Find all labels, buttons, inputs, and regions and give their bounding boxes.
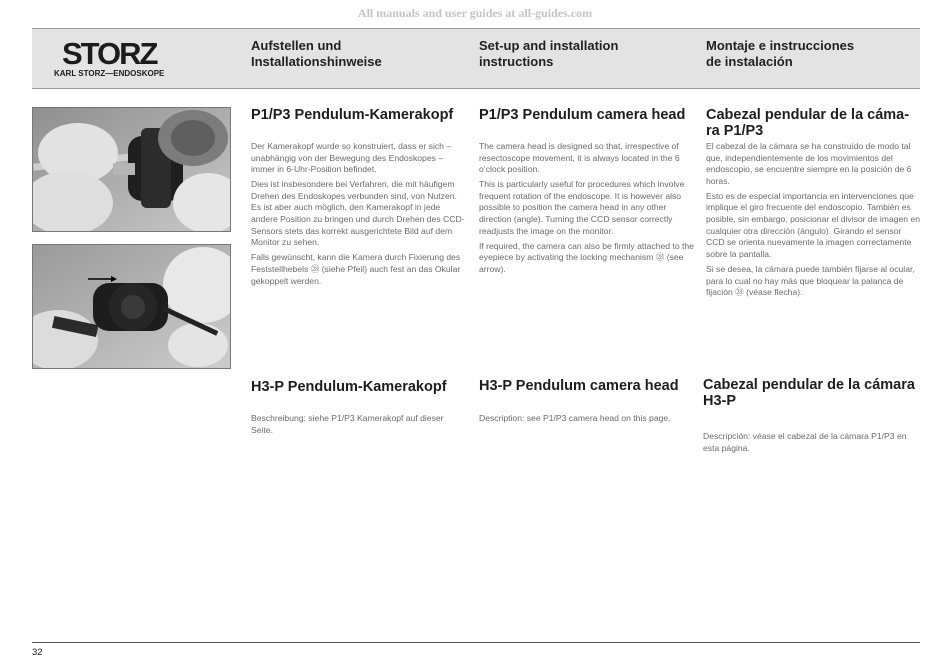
body-paragraph: Descripción: véase el cabezal de la cámara P1/P3 en esta página. xyxy=(703,431,907,453)
section1-title-de: P1/P3 Pendulum-Kamerakopf xyxy=(251,107,454,123)
header-es-line1: Montaje e instrucciones xyxy=(706,38,855,53)
body-paragraph: The camera head is designed so that, irrespective of resectoscope movement, it is always located in the 6 o’clock position. xyxy=(479,141,680,175)
section1-title-es-line1: Cabezal pendular de la cáma- xyxy=(706,107,910,123)
storz-logo xyxy=(54,38,182,82)
section2-title-de: H3-P Pendulum-Kamerakopf xyxy=(251,379,447,395)
body-paragraph: Falls gewünscht, kann die Kamera durch Fixierung des Feststellhebels ㉘ (siehe Pfeil) auch fest an das Okular gekoppelt werden. xyxy=(251,252,461,286)
body-paragraph: This is particularly useful for procedures which involve frequent rotation of the endoscope. It is however also possible to position the camera head in any other direction (angle). Turning the CCD sensor correctly readjusts the image on the monitor. xyxy=(479,179,685,236)
header-title-en xyxy=(479,38,618,70)
body-paragraph: Esto es de especial importancia en intervenciones que implique el giro frecuente del endoscopio. También es posible, sin embargo, posicionar el divisor de imagen en cualquier otra dirección (ángulo). Girando el sensor CCD se orienta nuevamente la imagen correctamente sobre la pantalla. xyxy=(706,190,921,259)
logo-brand: STORZ xyxy=(62,36,157,71)
camera-head-photo-illustration xyxy=(33,108,230,231)
body-paragraph: Description: see P1/P3 camera head on this page. xyxy=(479,413,671,423)
header-de-line1: Aufstellen und xyxy=(251,38,342,53)
header-en-line1: Set-up and installation xyxy=(479,38,619,53)
section2-title-en: H3-P Pendulum camera head xyxy=(479,378,679,394)
section1-title-es xyxy=(706,107,909,139)
watermark: All manuals and user guides at all-guides.com xyxy=(357,6,593,20)
section2-body-de xyxy=(251,413,467,440)
locking-mechanism-photo-illustration xyxy=(33,245,230,368)
body-paragraph: Beschreibung: siehe P1/P3 Kamerakopf auf dieser Seite. xyxy=(251,413,444,435)
header-es-line2: de instalación xyxy=(706,54,793,69)
body-paragraph: El cabezal de la cámara se ha construido de modo tal que, independientemente de los movimientos del endoscopio, se encuentre siempre en la posición de 6 horas. xyxy=(706,141,912,186)
section2-body-en xyxy=(479,413,695,428)
section1-body-es xyxy=(706,141,922,302)
section1-title-es-line2: ra P1/P3 xyxy=(706,123,764,139)
logo-subline: KARL STORZ—ENDOSKOPE xyxy=(54,69,165,78)
section2-title-es-line1: Cabezal pendular de la cámara xyxy=(703,377,915,393)
header-de-line2: Installationshinweise xyxy=(251,54,382,69)
body-paragraph: If required, the camera can also be firmly attached to the eyepiece by activating the locking mechanism ㉘ (see arrow). xyxy=(479,240,694,274)
section1-body-de xyxy=(251,141,467,291)
header-band xyxy=(32,28,920,89)
header-title-es xyxy=(706,38,854,70)
page-number: 32 xyxy=(32,647,43,658)
photo-camera-head-on-endoscope xyxy=(32,107,231,232)
section1-body-en xyxy=(479,141,695,279)
body-paragraph: Dies ist insbesondere bei Verfahren, die mit häufigem Drehen des Endoskopes verbunden sind, von Nutzen. Es ist aber auch möglich, den Kamerakopf in jede andere Position zu bringen und durch Drehen des CCD-Sensors stets das korrekt ausgerichtete Bild auf dem Monitor zu sehen. xyxy=(251,179,465,248)
section1-title-en: P1/P3 Pendulum camera head xyxy=(479,107,686,123)
body-paragraph: Si se desea, la cámara puede también fijarse al ocular, para lo cual no hay más que bloquear la palanca de fijación ㉘ (véase flecha). xyxy=(706,263,915,298)
body-paragraph: Der Kamerakopf wurde so konstruiert, dass er sich – unabhängig von der Bewegung des Endoskopes – immer in 6-Uhr-Position befindet. xyxy=(251,141,452,175)
header-en-line2: instructions xyxy=(479,54,554,69)
footer-rule xyxy=(32,642,920,643)
section2-body-es xyxy=(703,431,919,458)
photo-locking-mechanism xyxy=(32,244,231,369)
section2-title-es xyxy=(703,377,915,409)
section2-title-es-line2: H3-P xyxy=(703,393,737,409)
header-title-de xyxy=(251,38,382,70)
